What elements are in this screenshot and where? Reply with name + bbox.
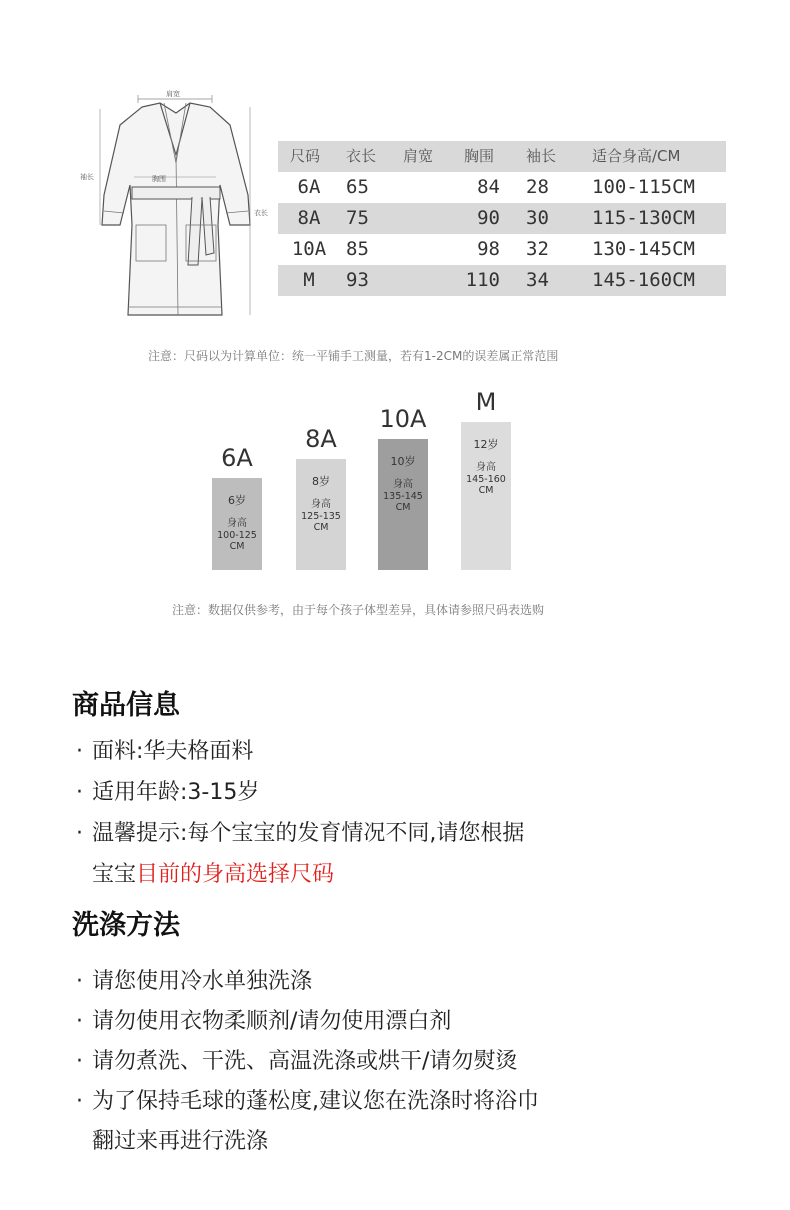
continuation-plain: 宝宝 [92,862,137,887]
height-range: 125-135 CM [301,511,341,533]
list-item [76,816,524,847]
cell-size: M [303,269,315,291]
header-chest: 胸围 [464,147,495,165]
age-text: 6岁 [228,494,246,507]
table-row [278,234,726,265]
height-label: 身高 [393,479,413,490]
list-item-continuation [92,857,334,888]
size-label: 6A [221,444,253,472]
bullet: · [76,1049,83,1074]
age-text: 8岁 [312,475,330,488]
cell-chest: 84 [477,176,500,198]
cell-length: 93 [346,269,369,291]
list-item [76,964,312,995]
item-text: 为了保持毛球的蓬松度,建议您在洗涤时将浴巾 [92,1089,539,1114]
cell-length: 85 [346,238,369,260]
measurement-note: 注意：尺码以为计算单位：统一平铺手工测量，若有1-2CM的误差属正常范围 [148,349,559,363]
washing-title: 洗涤方法 [72,910,180,941]
cell-chest: 98 [477,238,500,260]
cell-sleeve: 32 [526,238,549,260]
cell-chest: 90 [477,207,500,229]
list-item-continuation: 翻过来再进行洗涤 [92,1129,269,1154]
height-label: 身高 [476,462,496,473]
item-text: 适用年龄:3-15岁 [92,780,260,805]
header-size: 尺码 [290,147,321,165]
table-row [278,172,726,203]
cell-size: 8A [297,207,321,229]
header-shoulder: 肩宽 [403,147,434,165]
list-item [76,1004,451,1035]
cell-shoulder [403,265,453,296]
sleeve-label: 袖长 [80,173,94,181]
bullet: · [76,821,83,846]
height-range: 145-160 CM [466,474,506,496]
shoulder-label: 肩宽 [166,90,180,98]
size-label: 10A [379,405,427,433]
robe-measurement-diagram [80,85,280,335]
age-bar [212,478,262,570]
item-text: 温馨提示:每个宝宝的发育情况不同,请您根据 [92,821,525,846]
table-row [278,265,726,296]
bullet: · [76,780,83,805]
cell-sleeve: 30 [526,207,549,229]
height-label: 身高 [227,518,247,529]
bullet: · [76,739,83,764]
age-bar [296,459,346,570]
bullet: · [76,969,83,994]
table-row [278,203,726,234]
size-table [278,141,726,296]
bullet: · [76,1009,83,1034]
age-text: 12岁 [473,438,499,451]
size-label: M [475,388,497,416]
cell-size: 6A [297,176,321,198]
cell-length: 65 [346,176,369,198]
length-label: 衣长 [254,209,268,217]
header-height: 适合身高/CM [592,147,681,165]
cell-sleeve: 34 [526,269,549,291]
cell-height: 145-160CM [592,269,695,291]
list-item [76,1044,517,1075]
size-table-header [278,141,726,172]
continuation-highlight: 目前的身高选择尺码 [136,862,335,887]
cell-shoulder [403,234,453,265]
bullet: · [76,1089,83,1114]
age-text: 10岁 [390,455,416,468]
header-length: 衣长 [346,147,377,165]
cell-shoulder [403,203,453,234]
reference-note: 注意：数据仅供参考，由于每个孩子体型差异，具体请参照尺码表选购 [172,603,545,617]
chest-label: 胸围 [152,175,166,183]
cell-chest: 110 [465,269,500,291]
age-bar [461,422,511,570]
item-text: 请勿使用衣物柔顺剂/请勿使用漂白剂 [92,1009,452,1034]
height-range: 100-125 CM [217,530,257,552]
cell-height: 115-130CM [592,207,695,229]
cell-height: 100-115CM [592,176,695,198]
age-bar [378,439,428,570]
list-item [76,1084,539,1115]
height-range: 135-145 CM [383,491,423,513]
list-item [76,775,259,806]
cell-sleeve: 28 [526,176,549,198]
product-info-title: 商品信息 [72,690,180,721]
item-text: 请您使用冷水单独洗涤 [92,969,313,994]
item-text: 面料:华夫格面料 [92,739,254,764]
cell-length: 75 [346,207,369,229]
size-label: 8A [305,425,337,453]
cell-size: 10A [291,238,327,260]
cell-shoulder [403,172,453,203]
list-item [76,734,253,765]
header-sleeve: 袖长 [526,147,557,165]
item-text: 请勿煮洗、干洗、高温洗涤或烘干/请勿熨烫 [92,1049,518,1074]
height-label: 身高 [311,499,331,510]
cell-height: 130-145CM [592,238,695,260]
